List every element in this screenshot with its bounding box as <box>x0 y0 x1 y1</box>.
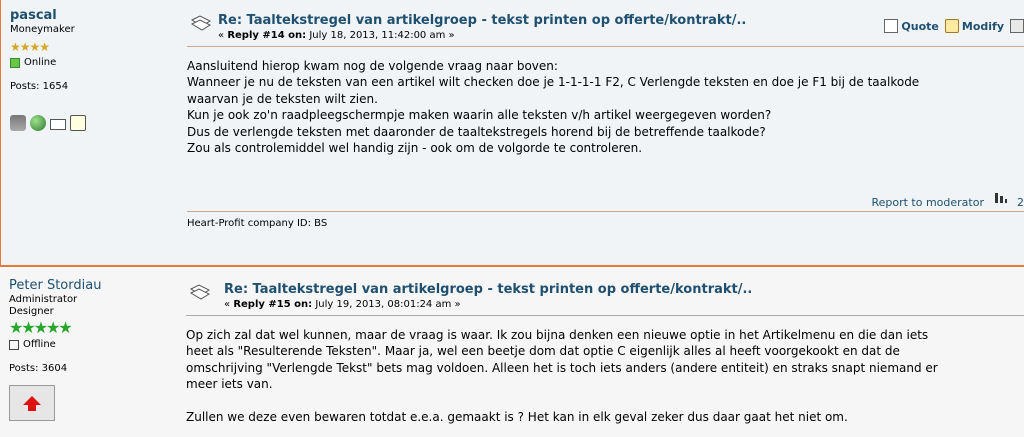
post-subject-link[interactable]: Re: Taaltekstregel van artikelgroep - tekst printen op offerte/kontrakt/.. <box>224 282 753 297</box>
post-count: Posts: 1654 <box>10 81 69 92</box>
member-role: Designer <box>9 306 54 317</box>
meta-prefix: « <box>218 30 225 41</box>
modify-icon <box>945 19 959 33</box>
signature: Heart-Profit company ID: BS <box>187 211 1024 229</box>
remove-button[interactable] <box>1010 19 1024 33</box>
scroll-to-top-button[interactable] <box>9 385 55 421</box>
post-text: Aansluitend hierop kwam nog de volgende vraag naar boven: Wanneer je nu de teksten van een artikel wilt checken doe je 1-1-1-1 F2, C Verlengde teksten en doe je F1 bij de taalkode waarvan je de teksten wilt zien. Kun je ook zo'n raadpleegschermpje maken waarin alle teksten v/h artikel weergegeven worden? Dus de verlengde teksten met daaronder de taaltekstregels horend bij de betreffende taalkode? Zou als controlemiddel wel handig zijn - ook om de volgorde te controleren. <box>187 59 920 156</box>
profile-icons <box>10 115 180 131</box>
poster-info <box>10 0 180 131</box>
modify-label: Modify <box>961 19 1004 33</box>
status-label: Offline <box>23 339 56 350</box>
reply-number: Reply #15 on: <box>233 299 313 310</box>
post-subject-link[interactable]: Re: Taaltekstregel van artikelgroep - tekst printen op offerte/kontrakt/.. <box>218 13 747 28</box>
personal-message-icon[interactable] <box>70 115 86 131</box>
online-status <box>10 57 180 68</box>
post-actions <box>884 19 1024 33</box>
modify-button[interactable] <box>945 19 1004 33</box>
status-label: Online <box>24 57 57 68</box>
quote-button[interactable] <box>884 19 938 33</box>
ip-logged-icon <box>994 192 1008 204</box>
quote-icon <box>884 19 898 33</box>
member-rank: Moneymaker <box>10 24 75 35</box>
post-meta <box>218 30 455 41</box>
post-xx-icon <box>190 284 210 300</box>
post-body <box>187 46 1024 163</box>
ip-logged-label: 2 <box>1017 196 1024 209</box>
author-name-link[interactable]: Peter Stordiau <box>9 278 102 293</box>
online-status <box>9 339 179 350</box>
arrow-up-stem <box>28 405 36 411</box>
post-meta <box>224 299 461 310</box>
member-rank: Administrator <box>9 294 78 305</box>
post-xx-icon <box>191 15 211 31</box>
remove-icon <box>1010 19 1024 33</box>
report-to-moderator-link[interactable]: Report to moderator <box>871 196 984 209</box>
poster-info <box>9 269 179 374</box>
forum-post-15 <box>0 269 1024 437</box>
website-globe-icon[interactable] <box>30 115 46 131</box>
post-date: July 18, 2013, 11:42:00 am » <box>306 30 455 41</box>
rank-stars-icon: ★★★★ <box>10 40 50 54</box>
post-count: Posts: 3604 <box>9 363 68 374</box>
quote-label: Quote <box>901 19 939 33</box>
post-body <box>186 315 1024 425</box>
offline-indicator-icon <box>9 340 19 350</box>
email-icon[interactable] <box>50 119 66 130</box>
reply-number: Reply #14 on: <box>227 30 307 41</box>
author-name-link[interactable]: pascal <box>10 8 57 23</box>
post-date: July 19, 2013, 08:01:24 am » <box>312 299 461 310</box>
arrow-up-icon <box>23 396 41 405</box>
view-profile-icon[interactable] <box>10 115 26 131</box>
online-indicator-icon <box>10 58 20 68</box>
meta-prefix: « <box>224 299 231 310</box>
post-header <box>187 11 1024 43</box>
post-header <box>186 280 1024 312</box>
rank-stars-icon: ★★★★★ <box>9 318 71 337</box>
post-text: Op zich zal dat wel kunnen, maar de vraag is waar. Ik zou bijna denken een nieuwe optie in het Artikelmenu en die dan iets heet als "Resulterende Teksten". Maar ja, wel een beetje dom dat optie C eigenlijk alles al heeft voorgekookt en dat de omschrijving "Verlengde Tekst" bets mag voldoen. Alleen het is toch iets anders (andere entiteit) en straks snapt niemand er meer iets van. Zullen we deze even bewaren totdat e.e.a. gemaakt is ? Het kan in elk geval zeker dus daar gaat het niet om. <box>186 328 938 425</box>
